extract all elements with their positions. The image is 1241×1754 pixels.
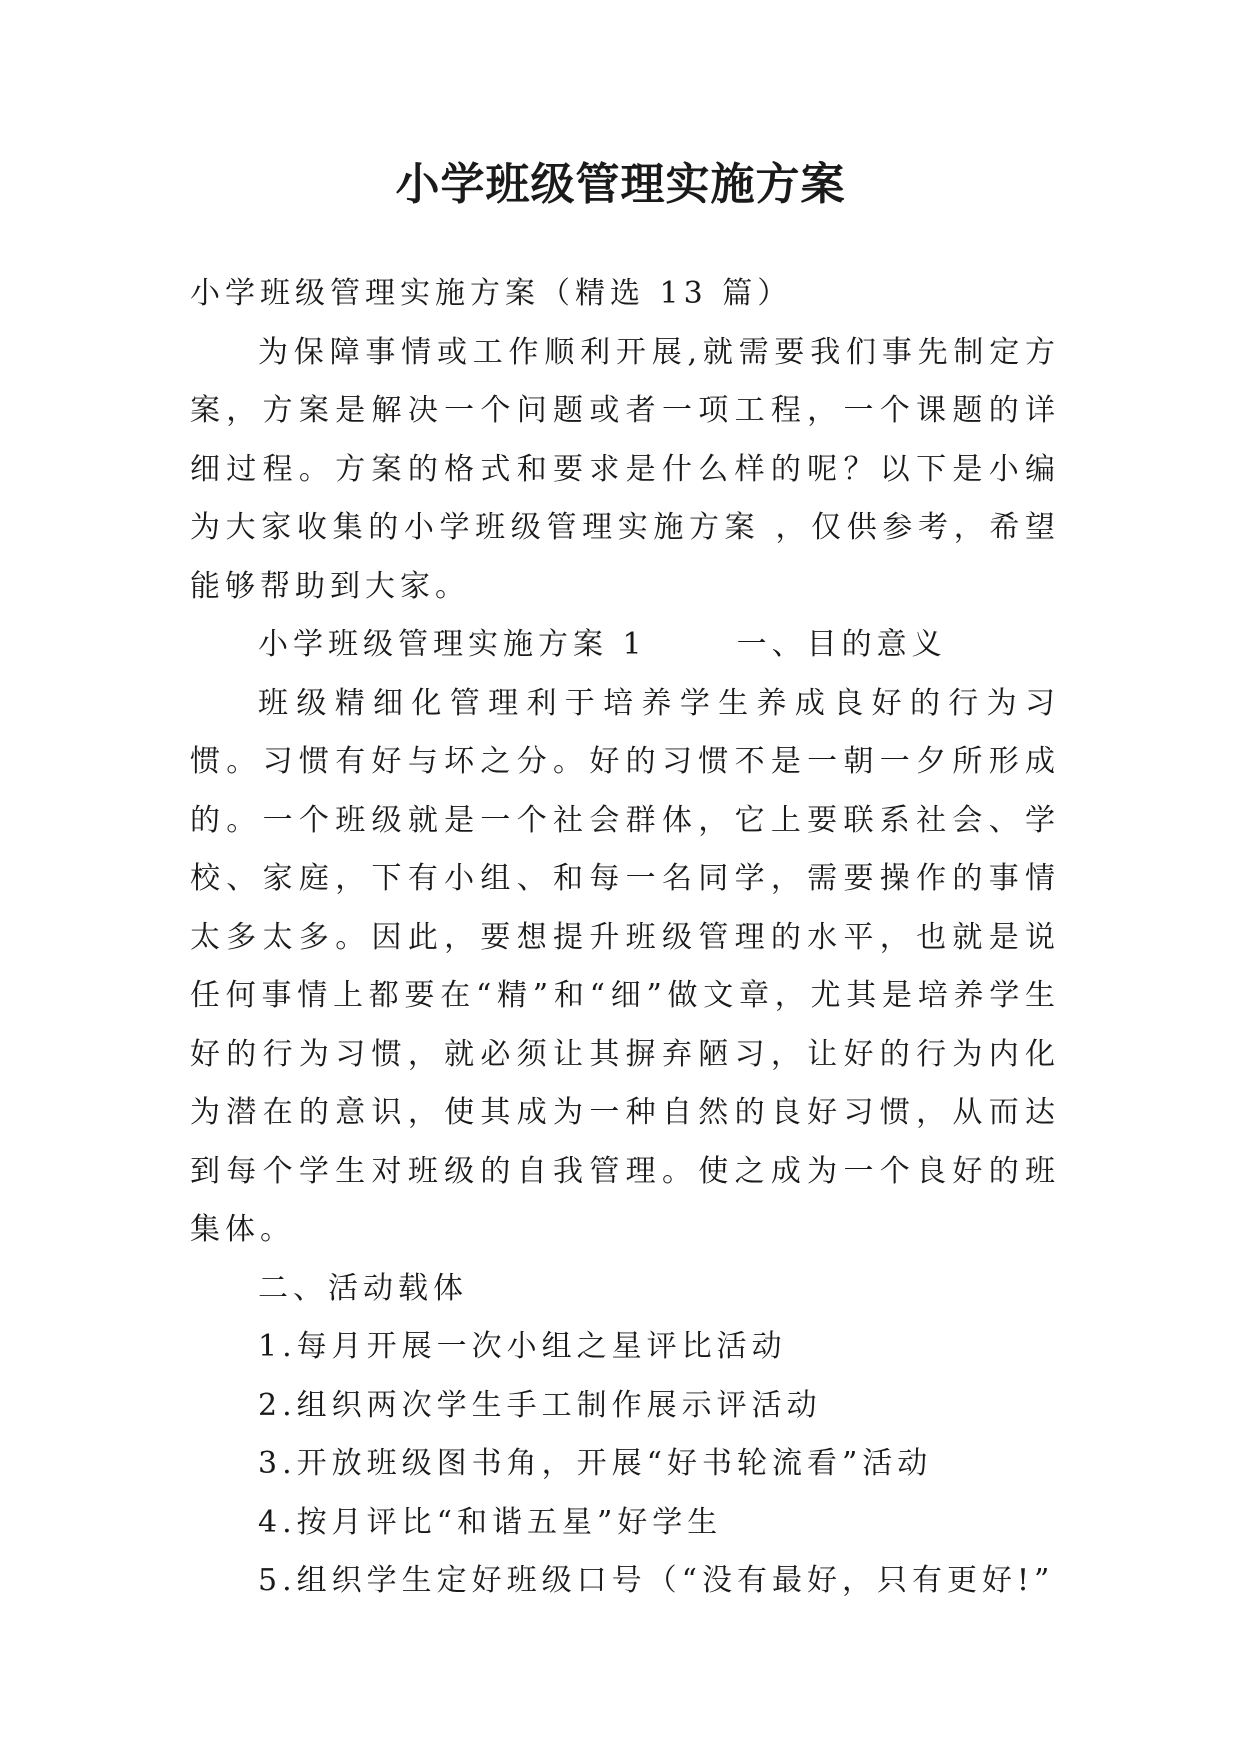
activities-heading: 二、活动载体 xyxy=(258,1270,468,1306)
document-subtitle: 小学班级管理实施方案（精选 13 篇） xyxy=(190,276,793,311)
section-title: 小学班级管理实施方案 1 xyxy=(258,627,647,662)
document-body xyxy=(190,265,1060,1611)
section-heading-line xyxy=(190,616,1060,675)
list-item: 2.组织两次学生手工制作展示评活动 xyxy=(258,1387,822,1423)
list-item: 3.开放班级图书角，开展“好书轮流看”活动 xyxy=(258,1446,933,1481)
section-heading: 一、目的意义 xyxy=(736,627,947,662)
list-item: 4.按月评比“和谐五星”好学生 xyxy=(258,1504,723,1540)
document-title: 小学班级管理实施方案 xyxy=(395,159,846,210)
list-item: 1.每月开展一次小组之星评比活动 xyxy=(258,1329,787,1364)
intro-paragraph: 为保障事情或工作顺利开展,就需要我们事先制定方案，方案是解决一个问题或者一项工程，一个课题的详细过程。方案的格式和要求是什么样的呢？以下是小编为大家收集的小学班级管理实施方案 ，仅供参考，希望能够帮助到大家。 xyxy=(190,334,1060,604)
list-item: 5.组织学生定好班级口号（“没有最好，只有更好!” xyxy=(258,1563,1055,1598)
purpose-paragraph: 班级精细化管理利于培养学生养成良好的行为习惯。习惯有好与坏之分。好的习惯不是一朝一夕所形成的。一个班级就是一个社会群体，它上要联系社会、学校、家庭，下有小组、和每一名同学，需要操作的事情太多太多。因此，要想提升班级管理的水平，也就是说任何事情上都要在“精”和“细”做文章，尤其是培养学生好的行为习惯，就必须让其摒弃陋习，让好的行为内化为潜在的意识，使其成为一种自然的良好习惯，从而达到每个学生对班级的自我管理。使之成为一个良好的班集体。 xyxy=(190,685,1060,1247)
